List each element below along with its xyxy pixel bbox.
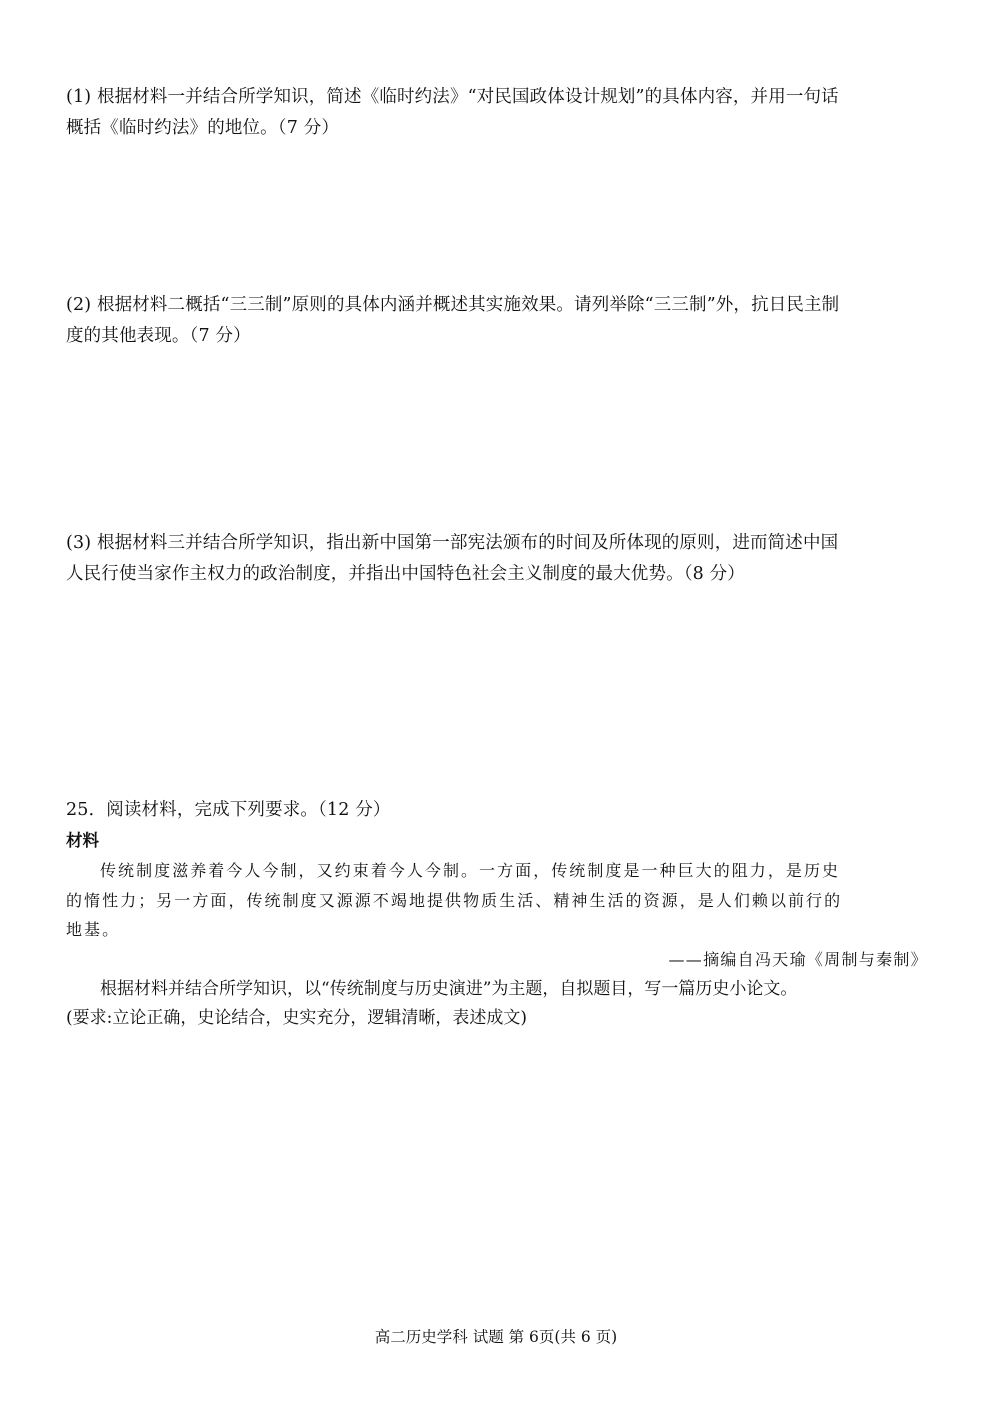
question-1-line-2: 概括《临时约法》的地位。（7 分） xyxy=(66,118,339,138)
material-source: ——摘编自冯天瑜《周制与秦制》 xyxy=(668,949,928,969)
question-3-line-1: (3) 根据材料三并结合所学知识，指出新中国第一部宪法颁布的时间及所体现的原则，进而简述中国 xyxy=(66,533,839,553)
question-25-heading: 25．阅读材料，完成下列要求。（12 分） xyxy=(66,800,391,820)
task-line-1: 根据材料并结合所学知识，以“传统制度与历史演进”为主题，自拟题目，写一篇历史小论文。 xyxy=(100,978,798,999)
question-2-line-2: 度的其他表现。（7 分） xyxy=(66,326,251,346)
question-1 xyxy=(66,82,928,144)
material-line-1: 传统制度滋养着今人今制，又约束着今人今制。一方面，传统制度是一种巨大的阻力，是历史 xyxy=(100,861,841,880)
material-label: 材料 xyxy=(66,831,99,850)
question-3 xyxy=(66,528,928,590)
page-footer: 高二历史学科 试题 第 6页(共 6 页) xyxy=(374,1328,618,1346)
material-line-2: 的惰性力；另一方面，传统制度又源源不竭地提供物质生活、精神生活的资源，是人们赖以前行的 xyxy=(66,890,843,910)
question-3-line-2: 人民行使当家作主权力的政治制度，并指出中国特色社会主义制度的最大优势。（8 分） xyxy=(66,564,745,584)
question-2-line-1: (2) 根据材料二概括“三三制”原则的具体内涵并概述其实施效果。请列举除“三三制”外，抗日民主制 xyxy=(66,295,840,315)
question-1-line-1: (1) 根据材料一并结合所学知识，简述《临时约法》“对民国政体设计规划”的具体内容，并用一句话 xyxy=(66,87,839,107)
task-line-2: (要求:立论正确，史论结合，史实充分，逻辑清晰，表述成文) xyxy=(66,1007,527,1028)
question-25 xyxy=(66,795,928,1033)
material-line-3: 地基。 xyxy=(66,920,121,939)
question-2 xyxy=(66,290,928,352)
